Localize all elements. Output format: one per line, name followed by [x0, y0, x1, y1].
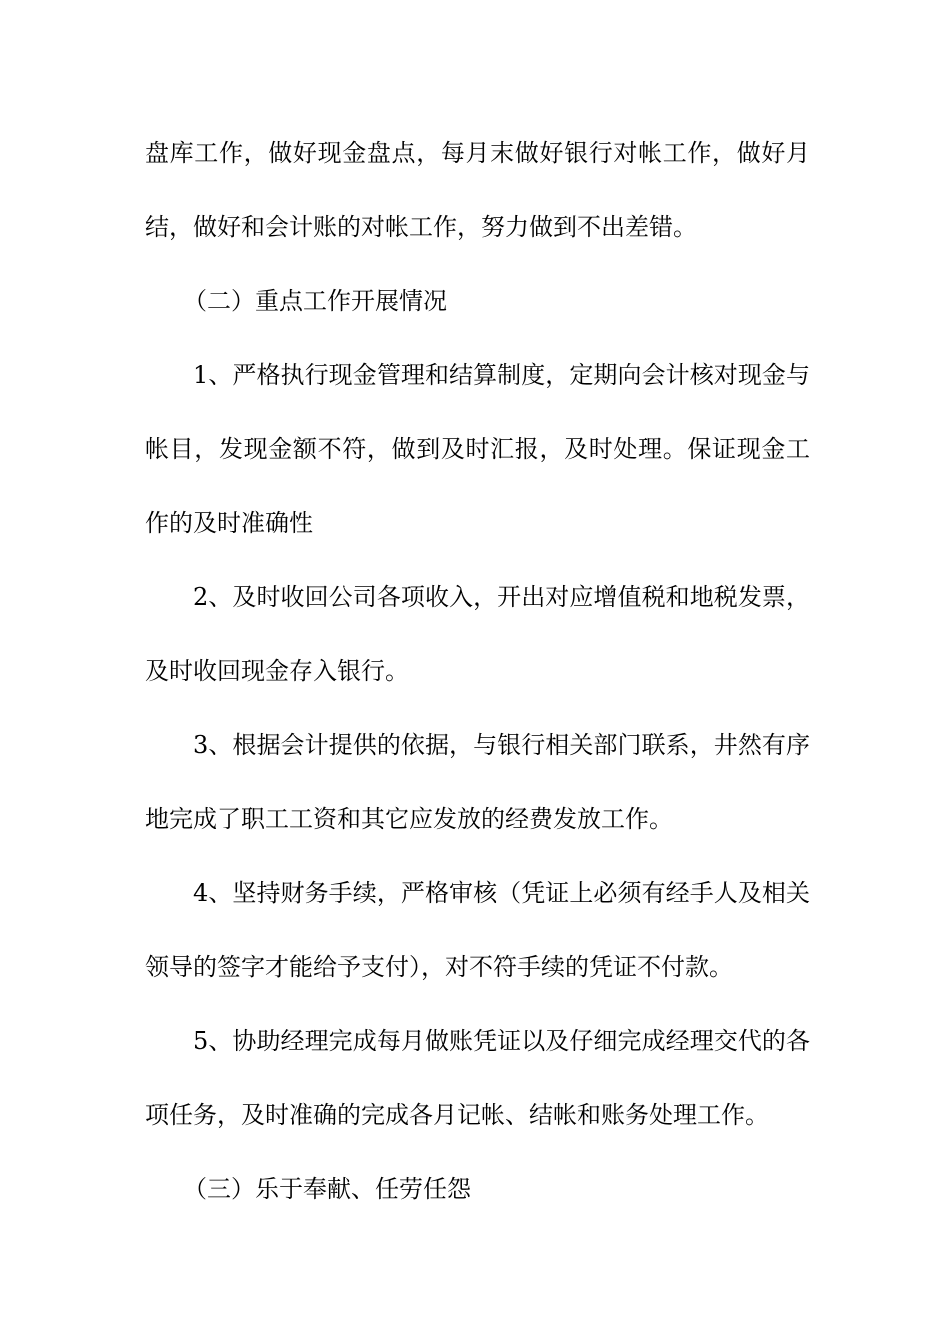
section-heading: （三）乐于奉献、任劳任怨 — [183, 1175, 471, 1203]
paragraph-line: 帐目，发现金额不符，做到及时汇报，及时处理。保证现金工 — [145, 435, 810, 463]
section-heading: （二）重点工作开展情况 — [183, 287, 447, 315]
paragraph-line: 地完成了职工工资和其它应发放的经费发放工作。 — [145, 805, 673, 833]
paragraph-line: 盘库工作，做好现金盘点，每月末做好银行对帐工作，做好月 — [145, 139, 810, 167]
paragraph-line: 项任务，及时准确的完成各月记帐、结帐和账务处理工作。 — [145, 1101, 769, 1129]
paragraph-line: 5、协助经理完成每月做账凭证以及仔细完成经理交代的各 — [193, 1027, 810, 1055]
paragraph-line: 及时收回现金存入银行。 — [145, 657, 409, 685]
document-body — [145, 131, 810, 1241]
paragraph-line: 3、根据会计提供的依据，与银行相关部门联系，井然有序 — [193, 731, 810, 759]
paragraph-line: 4、坚持财务手续，严格审核（凭证上必须有经手人及相关 — [193, 879, 810, 907]
paragraph-line: 结，做好和会计账的对帐工作，努力做到不出差错。 — [145, 213, 697, 241]
paragraph-line: 作的及时准确性 — [145, 509, 313, 537]
paragraph-line: 领导的签字才能给予支付），对不符手续的凭证不付款。 — [145, 953, 733, 981]
paragraph-line: 1、严格执行现金管理和结算制度，定期向会计核对现金与 — [193, 361, 810, 389]
paragraph-line: 2、及时收回公司各项收入，开出对应增值税和地税发票， — [193, 583, 810, 611]
